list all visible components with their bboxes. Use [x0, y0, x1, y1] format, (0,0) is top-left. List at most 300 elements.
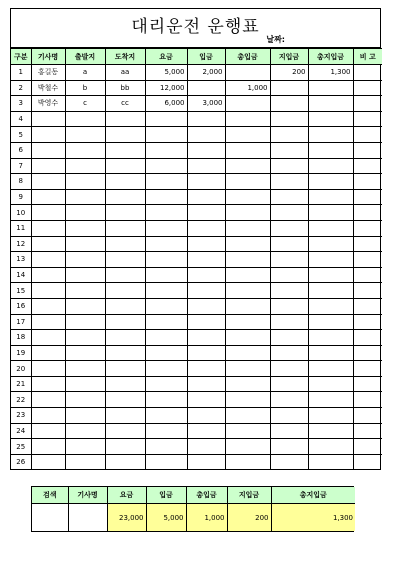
table-cell[interactable] — [308, 252, 353, 268]
table-cell[interactable] — [145, 376, 187, 392]
table-cell[interactable] — [105, 408, 145, 424]
table-cell[interactable] — [65, 111, 105, 127]
table-cell[interactable] — [353, 392, 382, 408]
table-row — [11, 111, 382, 127]
summary-header: 검색 — [32, 487, 68, 504]
table-cell[interactable] — [31, 439, 65, 455]
table-cell[interactable] — [187, 252, 225, 268]
table-cell[interactable] — [31, 236, 65, 252]
table-cell[interactable] — [225, 283, 270, 299]
table-cell[interactable] — [353, 408, 382, 424]
table-cell[interactable] — [270, 111, 308, 127]
column-header: 비 고 — [353, 49, 382, 65]
table-cell[interactable] — [105, 189, 145, 205]
table-cell[interactable] — [308, 283, 353, 299]
table-cell[interactable]: c — [65, 96, 105, 112]
table-cell[interactable] — [353, 158, 382, 174]
table-cell[interactable] — [65, 142, 105, 158]
table-cell[interactable] — [308, 376, 353, 392]
table-cell[interactable] — [353, 252, 382, 268]
table-cell[interactable] — [31, 423, 65, 439]
table-cell[interactable]: 6 — [11, 142, 31, 158]
table-cell[interactable]: 12,000 — [145, 80, 187, 96]
table-cell[interactable] — [353, 314, 382, 330]
table-cell[interactable] — [308, 392, 353, 408]
table-cell[interactable] — [105, 392, 145, 408]
table-cell[interactable] — [308, 298, 353, 314]
table-cell[interactable] — [225, 205, 270, 221]
table-row — [11, 439, 382, 455]
table-cell[interactable] — [187, 330, 225, 346]
table-cell[interactable] — [31, 111, 65, 127]
column-header: 기사명 — [31, 49, 65, 65]
table-cell[interactable] — [187, 439, 225, 455]
table-row — [11, 205, 382, 221]
table-cell[interactable] — [65, 454, 105, 469]
table-cell[interactable] — [105, 236, 145, 252]
table-cell[interactable] — [308, 267, 353, 283]
table-cell[interactable]: 10 — [11, 205, 31, 221]
table-cell[interactable]: b — [65, 80, 105, 96]
table-cell[interactable] — [187, 392, 225, 408]
summary-table — [32, 487, 355, 531]
table-cell[interactable] — [225, 189, 270, 205]
summary-header: 기사명 — [68, 487, 107, 504]
table-cell[interactable] — [65, 361, 105, 377]
table-cell[interactable] — [270, 80, 308, 96]
table-cell[interactable] — [270, 189, 308, 205]
table-cell[interactable] — [308, 361, 353, 377]
table-cell[interactable] — [145, 454, 187, 469]
table-row — [11, 314, 382, 330]
table-cell[interactable] — [353, 96, 382, 112]
table-cell[interactable]: aa — [105, 65, 145, 81]
table-cell[interactable] — [145, 314, 187, 330]
table-cell[interactable] — [65, 189, 105, 205]
summary-header: 지입금 — [227, 487, 271, 504]
table-cell[interactable] — [145, 439, 187, 455]
table-cell[interactable] — [225, 454, 270, 469]
table-cell[interactable] — [187, 142, 225, 158]
table-row — [11, 236, 382, 252]
table-cell[interactable] — [65, 205, 105, 221]
table-cell[interactable] — [308, 205, 353, 221]
table-cell[interactable] — [145, 158, 187, 174]
table-cell[interactable]: 4 — [11, 111, 31, 127]
table-cell[interactable]: 19 — [11, 345, 31, 361]
table-cell[interactable] — [187, 205, 225, 221]
table-cell[interactable] — [65, 283, 105, 299]
table-cell[interactable] — [31, 220, 65, 236]
driver-input-cell[interactable] — [68, 504, 107, 532]
table-cell[interactable] — [145, 392, 187, 408]
table-cell[interactable] — [105, 174, 145, 190]
table-cell[interactable] — [225, 361, 270, 377]
table-cell[interactable] — [225, 220, 270, 236]
table-cell[interactable]: 17 — [11, 314, 31, 330]
table-cell[interactable] — [65, 423, 105, 439]
table-cell[interactable]: 6,000 — [145, 96, 187, 112]
table-cell[interactable] — [65, 314, 105, 330]
table-cell[interactable] — [353, 80, 382, 96]
table-cell[interactable]: 홍길동 — [31, 65, 65, 81]
table-cell[interactable] — [225, 174, 270, 190]
table-cell[interactable] — [270, 174, 308, 190]
table-cell[interactable] — [225, 439, 270, 455]
table-cell[interactable]: 14 — [11, 267, 31, 283]
table-cell[interactable] — [270, 220, 308, 236]
column-header: 입금 — [187, 49, 225, 65]
table-cell[interactable]: bb — [105, 80, 145, 96]
table-cell[interactable] — [145, 174, 187, 190]
table-cell[interactable] — [308, 314, 353, 330]
table-cell[interactable] — [145, 408, 187, 424]
table-cell[interactable] — [225, 423, 270, 439]
column-header: 구분 — [11, 49, 31, 65]
table-cell[interactable] — [308, 330, 353, 346]
table-cell[interactable] — [105, 330, 145, 346]
table-cell[interactable] — [187, 298, 225, 314]
table-cell[interactable] — [65, 252, 105, 268]
table-cell[interactable] — [225, 96, 270, 112]
table-cell[interactable] — [105, 111, 145, 127]
table-cell[interactable] — [187, 158, 225, 174]
table-cell[interactable] — [187, 314, 225, 330]
table-cell[interactable] — [145, 111, 187, 127]
table-cell[interactable] — [31, 454, 65, 469]
table-cell[interactable] — [225, 158, 270, 174]
table-cell[interactable] — [31, 345, 65, 361]
table-cell[interactable] — [105, 314, 145, 330]
table-cell[interactable] — [353, 345, 382, 361]
table-cell[interactable]: 18 — [11, 330, 31, 346]
table-cell[interactable] — [187, 283, 225, 299]
table-cell[interactable] — [105, 142, 145, 158]
table-cell[interactable] — [31, 376, 65, 392]
table-cell[interactable] — [353, 142, 382, 158]
table-cell[interactable]: 1 — [11, 65, 31, 81]
table-cell[interactable] — [65, 158, 105, 174]
table-cell[interactable] — [270, 408, 308, 424]
table-cell[interactable] — [65, 267, 105, 283]
table-cell[interactable] — [105, 423, 145, 439]
table-cell[interactable] — [308, 80, 353, 96]
date-label: 날짜: — [266, 35, 285, 44]
table-cell[interactable]: 11 — [11, 220, 31, 236]
table-cell[interactable] — [145, 345, 187, 361]
table-row — [11, 376, 382, 392]
table-cell[interactable]: 15 — [11, 283, 31, 299]
table-cell[interactable] — [225, 142, 270, 158]
table-cell[interactable] — [31, 361, 65, 377]
table-cell[interactable] — [65, 408, 105, 424]
table-cell[interactable] — [31, 392, 65, 408]
table-row — [11, 65, 382, 81]
table-cell[interactable] — [225, 392, 270, 408]
table-cell[interactable] — [353, 236, 382, 252]
table-cell[interactable] — [105, 361, 145, 377]
table-cell[interactable] — [65, 127, 105, 143]
table-row — [11, 361, 382, 377]
table-cell[interactable] — [65, 298, 105, 314]
search-input-cell[interactable] — [32, 504, 68, 532]
table-cell[interactable] — [308, 142, 353, 158]
table-cell[interactable] — [105, 283, 145, 299]
table-cell[interactable] — [31, 158, 65, 174]
table-cell[interactable] — [270, 454, 308, 469]
summary-value: 5,000 — [146, 504, 186, 532]
table-cell[interactable] — [105, 267, 145, 283]
page-title: 대리운전 운행표 — [131, 17, 260, 37]
table-cell[interactable] — [225, 127, 270, 143]
table-cell[interactable] — [145, 236, 187, 252]
table-cell[interactable] — [105, 158, 145, 174]
table-cell[interactable] — [308, 220, 353, 236]
table-cell[interactable] — [270, 314, 308, 330]
table-cell[interactable] — [31, 408, 65, 424]
table-row — [11, 252, 382, 268]
table-cell[interactable] — [225, 111, 270, 127]
table-cell[interactable] — [31, 127, 65, 143]
table-cell[interactable] — [225, 345, 270, 361]
table-cell[interactable] — [308, 111, 353, 127]
table-cell[interactable] — [308, 408, 353, 424]
table-cell[interactable] — [353, 205, 382, 221]
summary-header: 요금 — [107, 487, 146, 504]
table-cell[interactable] — [270, 142, 308, 158]
table-cell[interactable] — [270, 423, 308, 439]
table-cell[interactable]: 200 — [270, 65, 308, 81]
table-cell[interactable] — [353, 454, 382, 469]
table-cell[interactable] — [31, 298, 65, 314]
table-cell[interactable] — [65, 392, 105, 408]
table-cell[interactable]: 5,000 — [145, 65, 187, 81]
table-cell[interactable] — [187, 423, 225, 439]
table-cell[interactable] — [308, 189, 353, 205]
table-cell[interactable] — [105, 376, 145, 392]
table-cell[interactable] — [145, 298, 187, 314]
table-cell[interactable] — [270, 236, 308, 252]
table-cell[interactable]: a — [65, 65, 105, 81]
table-cell[interactable] — [65, 345, 105, 361]
table-cell[interactable]: 1,300 — [308, 65, 353, 81]
table-row — [11, 220, 382, 236]
table-cell[interactable] — [31, 252, 65, 268]
table-cell[interactable] — [65, 174, 105, 190]
table-cell[interactable] — [225, 408, 270, 424]
table-cell[interactable]: 25 — [11, 439, 31, 455]
table-cell[interactable]: 23 — [11, 408, 31, 424]
table-cell[interactable] — [65, 236, 105, 252]
table-row — [11, 80, 382, 96]
table-cell[interactable] — [187, 174, 225, 190]
table-cell[interactable] — [353, 439, 382, 455]
run-table — [11, 48, 382, 469]
table-cell[interactable] — [145, 142, 187, 158]
table-cell[interactable]: 16 — [11, 298, 31, 314]
table-cell[interactable] — [105, 205, 145, 221]
table-cell[interactable] — [31, 174, 65, 190]
table-cell[interactable]: 20 — [11, 361, 31, 377]
table-cell[interactable] — [187, 454, 225, 469]
table-cell[interactable] — [225, 236, 270, 252]
table-cell[interactable] — [353, 111, 382, 127]
table-cell[interactable] — [308, 454, 353, 469]
table-cell[interactable]: 21 — [11, 376, 31, 392]
table-cell[interactable] — [145, 267, 187, 283]
table-cell[interactable] — [270, 298, 308, 314]
table-row — [11, 189, 382, 205]
table-cell[interactable] — [187, 267, 225, 283]
column-header: 요금 — [145, 49, 187, 65]
table-cell[interactable] — [270, 345, 308, 361]
table-cell[interactable] — [353, 376, 382, 392]
table-cell[interactable] — [65, 439, 105, 455]
table-cell[interactable] — [270, 205, 308, 221]
table-row — [11, 158, 382, 174]
table-cell[interactable] — [308, 96, 353, 112]
table-cell[interactable] — [31, 314, 65, 330]
table-cell[interactable] — [187, 236, 225, 252]
table-cell[interactable] — [187, 376, 225, 392]
table-cell[interactable] — [353, 189, 382, 205]
table-cell[interactable]: 22 — [11, 392, 31, 408]
table-cell[interactable] — [187, 127, 225, 143]
table-cell[interactable] — [31, 205, 65, 221]
table-cell[interactable] — [270, 361, 308, 377]
table-cell[interactable] — [187, 189, 225, 205]
table-cell[interactable] — [270, 439, 308, 455]
table-cell[interactable] — [187, 111, 225, 127]
table-cell[interactable] — [353, 127, 382, 143]
table-cell[interactable] — [65, 220, 105, 236]
column-header: 총지입금 — [308, 49, 353, 65]
table-cell[interactable]: 3,000 — [187, 96, 225, 112]
table-cell[interactable] — [225, 376, 270, 392]
table-cell[interactable] — [145, 220, 187, 236]
table-cell[interactable] — [31, 267, 65, 283]
table-row — [11, 267, 382, 283]
table-cell[interactable] — [145, 252, 187, 268]
table-cell[interactable]: 박영수 — [31, 96, 65, 112]
table-cell[interactable] — [105, 298, 145, 314]
table-cell[interactable] — [308, 439, 353, 455]
table-cell[interactable] — [145, 189, 187, 205]
table-cell[interactable]: 2 — [11, 80, 31, 96]
table-cell[interactable]: 12 — [11, 236, 31, 252]
table-cell[interactable] — [225, 252, 270, 268]
table-cell[interactable] — [105, 127, 145, 143]
table-cell[interactable] — [353, 330, 382, 346]
table-cell[interactable] — [270, 252, 308, 268]
table-cell[interactable] — [65, 376, 105, 392]
table-cell[interactable] — [145, 423, 187, 439]
table-cell[interactable]: 8 — [11, 174, 31, 190]
table-cell[interactable] — [31, 142, 65, 158]
table-cell[interactable] — [270, 127, 308, 143]
table-cell[interactable] — [308, 174, 353, 190]
table-row — [11, 392, 382, 408]
table-cell[interactable] — [225, 267, 270, 283]
table-row — [11, 345, 382, 361]
column-header: 출발지 — [65, 49, 105, 65]
table-cell[interactable] — [105, 345, 145, 361]
table-cell[interactable] — [105, 220, 145, 236]
table-cell[interactable] — [187, 220, 225, 236]
table-cell[interactable] — [353, 423, 382, 439]
table-cell[interactable] — [187, 80, 225, 96]
table-cell[interactable] — [353, 174, 382, 190]
table-cell[interactable] — [353, 361, 382, 377]
table-cell[interactable] — [225, 298, 270, 314]
table-cell[interactable] — [187, 361, 225, 377]
table-cell[interactable]: 2,000 — [187, 65, 225, 81]
summary-box — [31, 486, 354, 532]
table-cell[interactable] — [270, 283, 308, 299]
table-cell[interactable] — [145, 127, 187, 143]
table-cell[interactable] — [31, 330, 65, 346]
table-cell[interactable]: 13 — [11, 252, 31, 268]
table-cell[interactable]: 3 — [11, 96, 31, 112]
table-cell[interactable] — [353, 283, 382, 299]
table-cell[interactable]: 5 — [11, 127, 31, 143]
table-cell[interactable]: 26 — [11, 454, 31, 469]
table-cell[interactable] — [308, 158, 353, 174]
table-cell[interactable]: 7 — [11, 158, 31, 174]
table-cell[interactable] — [270, 96, 308, 112]
table-header-row — [11, 49, 382, 65]
table-cell[interactable]: cc — [105, 96, 145, 112]
table-cell[interactable] — [65, 330, 105, 346]
table-cell[interactable] — [308, 345, 353, 361]
table-cell[interactable] — [145, 361, 187, 377]
table-cell[interactable]: 24 — [11, 423, 31, 439]
column-header: 지입금 — [270, 49, 308, 65]
table-cell[interactable]: 9 — [11, 189, 31, 205]
table-cell[interactable] — [353, 298, 382, 314]
table-cell[interactable] — [270, 392, 308, 408]
table-cell[interactable] — [270, 158, 308, 174]
table-cell[interactable] — [225, 330, 270, 346]
table-cell[interactable] — [105, 454, 145, 469]
table-cell[interactable] — [145, 330, 187, 346]
table-row — [11, 298, 382, 314]
table-cell[interactable] — [31, 189, 65, 205]
table-cell[interactable] — [353, 267, 382, 283]
table-cell[interactable] — [105, 252, 145, 268]
table-cell[interactable] — [270, 330, 308, 346]
table-cell[interactable] — [270, 267, 308, 283]
table-cell[interactable] — [308, 423, 353, 439]
table-cell[interactable] — [31, 283, 65, 299]
table-cell[interactable]: 박철수 — [31, 80, 65, 96]
table-cell[interactable] — [353, 65, 382, 81]
summary-value: 23,000 — [107, 504, 146, 532]
table-cell[interactable] — [145, 283, 187, 299]
table-cell[interactable] — [308, 127, 353, 143]
table-cell[interactable] — [353, 220, 382, 236]
table-cell[interactable] — [225, 314, 270, 330]
table-cell[interactable] — [187, 345, 225, 361]
table-cell[interactable] — [145, 205, 187, 221]
table-cell[interactable] — [105, 439, 145, 455]
table-cell[interactable] — [187, 408, 225, 424]
table-cell[interactable] — [270, 376, 308, 392]
table-cell[interactable]: 1,000 — [225, 80, 270, 96]
table-row — [11, 408, 382, 424]
table-cell[interactable] — [225, 65, 270, 81]
table-cell[interactable] — [308, 236, 353, 252]
